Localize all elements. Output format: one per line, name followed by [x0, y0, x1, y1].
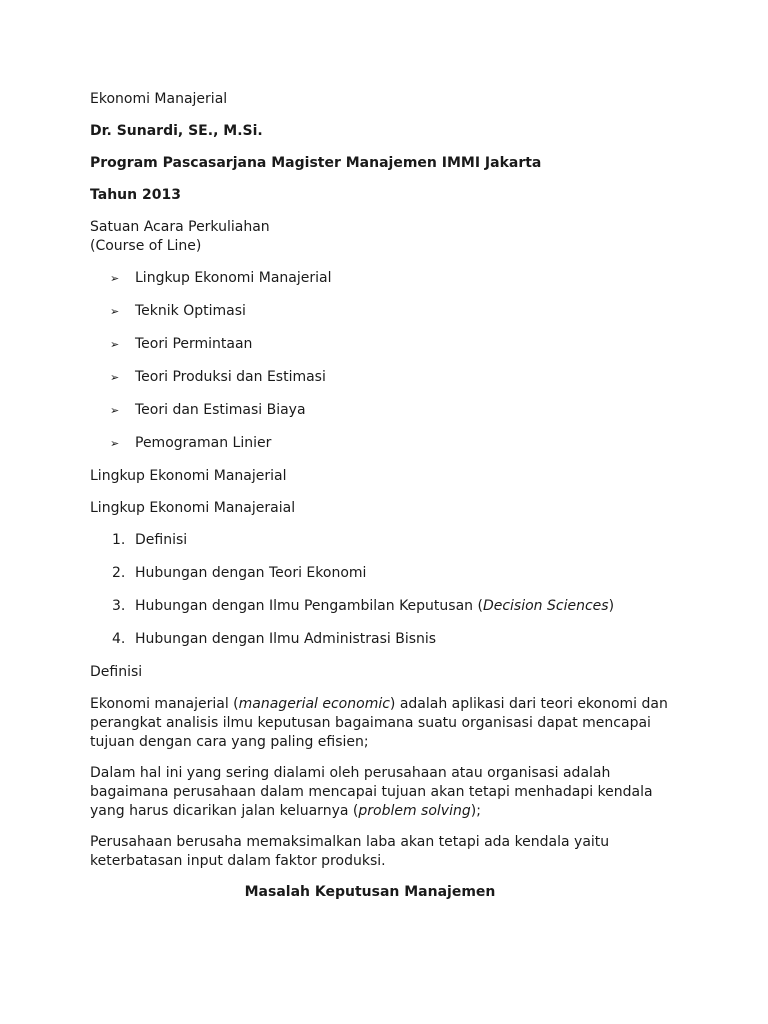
- list-item: ➢ Teknik Optimasi: [110, 303, 246, 319]
- arrow-bullet-icon: ➢: [110, 437, 120, 450]
- section-title-center: Masalah Keputusan Manajemen: [244, 884, 496, 900]
- list-number: 3.: [112, 598, 126, 614]
- list-item: ➢ Teori Permintaan: [110, 336, 253, 352]
- list-item: ➢ Teori dan Estimasi Biaya: [110, 402, 306, 418]
- document-page: [90, 90, 690, 902]
- list-number: 2.: [112, 565, 126, 581]
- course-title: Ekonomi Manajerial: [90, 91, 228, 107]
- list-item: 1. Definisi: [112, 532, 188, 548]
- arrow-bullet-icon: ➢: [110, 338, 120, 351]
- arrow-bullet-icon: ➢: [110, 371, 120, 384]
- list-item: ➢ Pemograman Linier: [110, 435, 272, 451]
- sap-heading: [90, 218, 690, 256]
- definition-paragraph: Ekonomi manajerial (managerial economic) adalah aplikasi dari teori ekonomi dan perangkat analisis ilmu keputusan bagaimana suatu organisasi dapat mencapai tujuan dengan cara yang paling efisien;: [90, 696, 668, 750]
- list-item: 3. Hubungan dengan Ilmu Pengambilan Keputusan (Decision Sciences): [112, 598, 615, 614]
- arrow-bullet-icon: ➢: [110, 305, 120, 318]
- section-heading: Lingkup Ekonomi Manajerial: [90, 468, 287, 484]
- sap-topic-list: [90, 269, 690, 453]
- arrow-bullet-icon: ➢: [110, 404, 120, 417]
- sap-title: Satuan Acara Perkuliahan: [90, 219, 270, 235]
- lecturer-name: Dr. Sunardi, SE., M.Si.: [90, 123, 263, 139]
- section-subheading: Lingkup Ekonomi Manajeraial: [90, 500, 296, 516]
- list-number: 1.: [112, 532, 126, 548]
- problem-paragraph: Dalam hal ini yang sering dialami oleh perusahaan atau organisasi adalah bagaimana perusahaan dalam mencapai tujuan akan tetapi menhadapi kendala yang harus dicarikan jalan keluarnya (problem solving);: [90, 765, 653, 819]
- list-item: ➢ Teori Produksi dan Estimasi: [110, 369, 326, 385]
- list-item: ➢ Lingkup Ekonomi Manajerial: [110, 270, 332, 286]
- arrow-bullet-icon: ➢: [110, 272, 120, 285]
- program-name: Program Pascasarjana Magister Manajemen IMMI Jakarta: [90, 155, 542, 171]
- list-item: 4. Hubungan dengan Ilmu Administrasi Bisnis: [112, 631, 437, 647]
- list-number: 4.: [112, 631, 126, 647]
- scope-list: [90, 531, 690, 649]
- sap-subtitle: (Course of Line): [90, 238, 202, 254]
- list-item: 2. Hubungan dengan Teori Ekonomi: [112, 565, 367, 581]
- constraint-paragraph: Perusahaan berusaha memaksimalkan laba akan tetapi ada kendala yaitu keterbatasan input dalam faktor produksi.: [90, 834, 610, 869]
- definisi-heading: Definisi: [90, 664, 143, 680]
- year-label: Tahun 2013: [90, 187, 181, 203]
